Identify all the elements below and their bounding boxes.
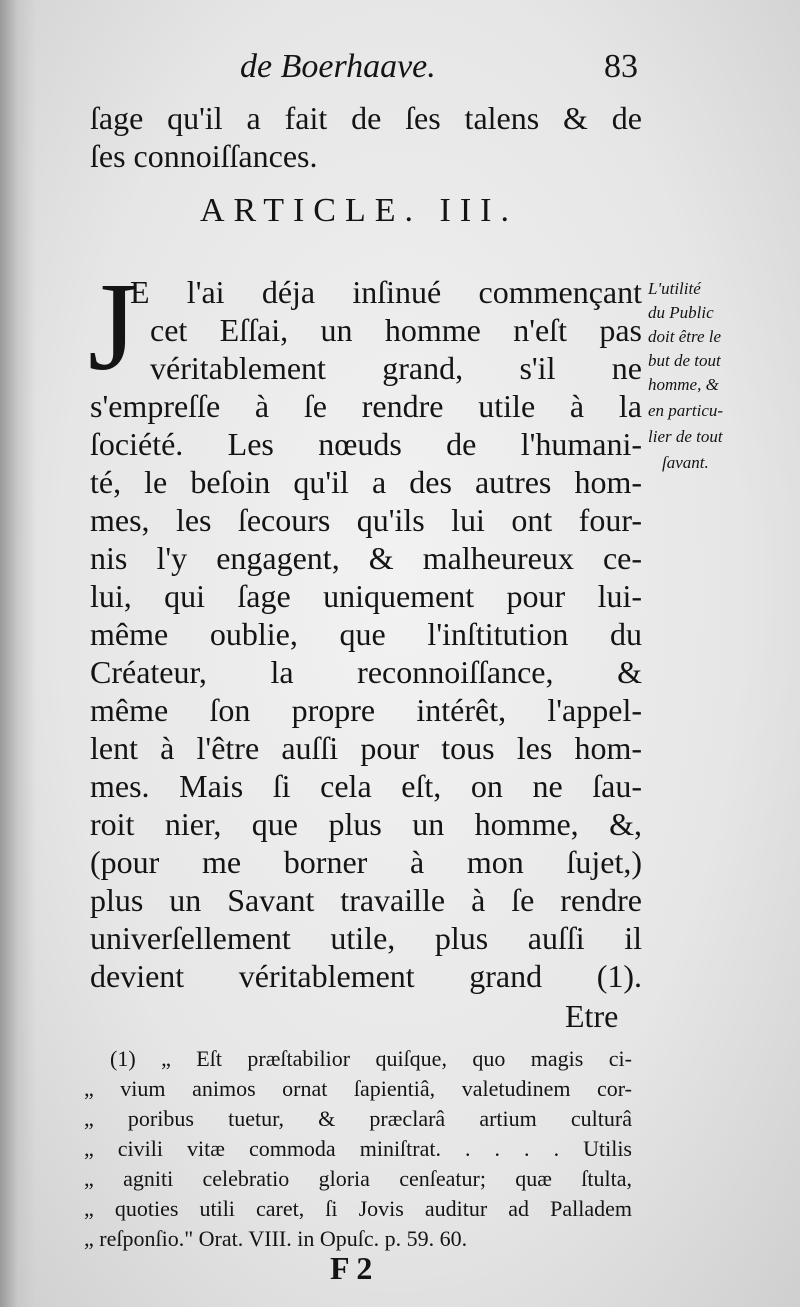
text-line: ſes connoiſſances.: [90, 138, 318, 174]
margin-note-line: en particu-: [648, 401, 724, 420]
text-line: s'empreſſe à ſe rendre utile à la: [90, 388, 642, 424]
text-line: Créateur, la reconnoiſſance, &: [90, 654, 642, 690]
page-number: 83: [604, 48, 638, 85]
signature-mark: F 2: [330, 1250, 373, 1286]
margin-note-line: L'utilité: [648, 279, 701, 298]
footnote-line: „ reſponſio." Orat. VIII. in Opuſc. p. 59. 60.: [84, 1226, 468, 1251]
text-line: lui, qui ſage uniquement pour lui-: [90, 578, 642, 614]
article-heading: ARTICLE. III.: [200, 192, 518, 229]
text-line: lent à l'être auſſi pour tous les hom-: [90, 730, 642, 766]
text-line: E l'ai déja inſinué commençant: [130, 274, 642, 310]
text-line: même ſon propre intérêt, l'appel-: [90, 692, 642, 728]
footnote-line: „ civili vitæ commoda miniſtrat. . . . . Utilis: [84, 1136, 632, 1161]
text-line: ſage qu'il a fait de ſes talens & de: [90, 100, 642, 136]
footnote-line: „ quoties utili caret, ſi Jovis auditur ad Palladem: [84, 1196, 632, 1221]
margin-note-line: homme, &: [648, 375, 719, 394]
text-line: cet Eſſai, un homme n'eſt pas: [150, 312, 642, 348]
text-line: véritablement grand, s'il ne: [150, 350, 642, 386]
footnote-line: (1) „ Eſt præſtabilior quiſque, quo magis ci-: [110, 1046, 632, 1071]
footnote-line: „ poribus tuetur, & præclarâ artium culturâ: [84, 1106, 632, 1131]
text-line: plus un Savant travaille à ſe rendre: [90, 882, 642, 918]
margin-note-line: doit être le: [648, 327, 722, 346]
text-line: ſociété. Les nœuds de l'humani-: [90, 426, 642, 462]
text-line: roit nier, que plus un homme, &,: [90, 806, 642, 842]
text-line: té, le beſoin qu'il a des autres hom-: [90, 464, 642, 500]
text-line: mes. Mais ſi cela eſt, on ne ſau-: [90, 768, 642, 804]
footnote-line: „ agniti celebratio gloria cenſeatur; quæ ſtulta,: [84, 1166, 632, 1191]
text-line: même oublie, que l'inſtitution du: [90, 616, 642, 652]
text-line: mes, les ſecours qu'ils lui ont four-: [90, 502, 642, 538]
running-title: de Boerhaave.: [240, 48, 436, 85]
text-line: univerſellement utile, plus auſſi il: [90, 920, 642, 956]
footnote-line: „ vium animos ornat ſapientiâ, valetudinem cor-: [84, 1076, 632, 1101]
margin-note-line: but de tout: [648, 351, 721, 370]
text-line: nis l'y engagent, & malheureux ce-: [90, 540, 642, 576]
margin-note-line: ſavant.: [662, 453, 709, 472]
page-gutter-shadow: [0, 0, 36, 1307]
text-line: devient véritablement grand (1).: [90, 958, 642, 994]
text-line: (pour me borner à mon ſujet,): [90, 844, 642, 880]
margin-note-line: lier de tout: [648, 427, 723, 446]
drop-cap: J: [88, 258, 138, 397]
catchword: Etre: [565, 998, 619, 1034]
margin-note-line: du Public: [648, 303, 714, 322]
